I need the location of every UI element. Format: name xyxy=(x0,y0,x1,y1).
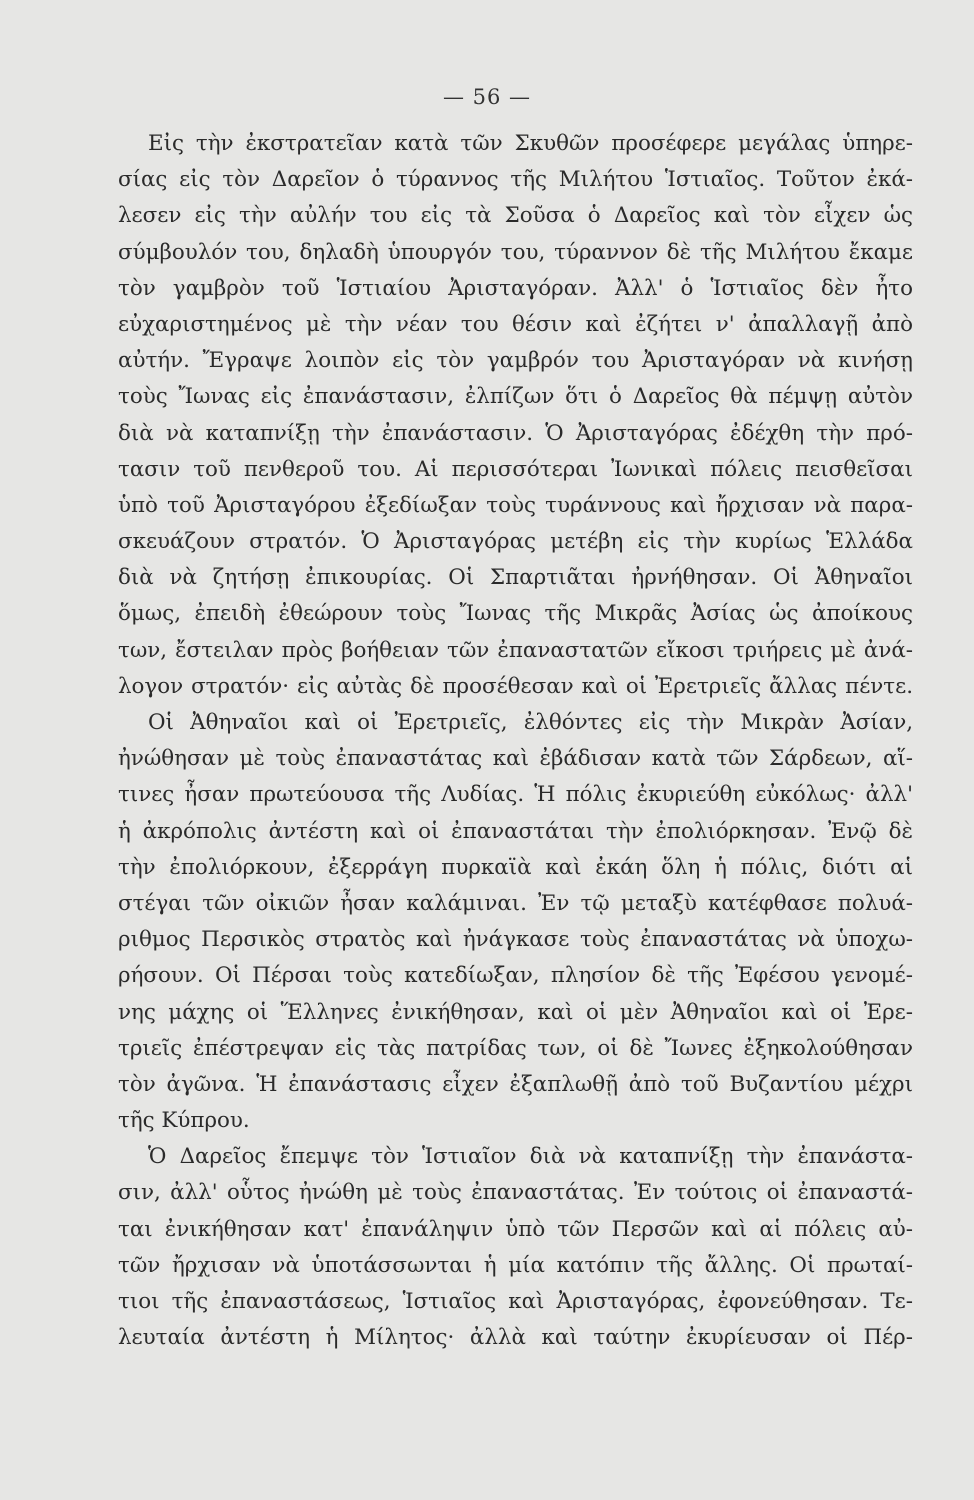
text-line: αὐτήν. Ἔγραψε λοιπὸν εἰς τὸν γαμβρόν του Ἀρισταγόραν νὰ κινήσῃ xyxy=(118,348,913,374)
body-text xyxy=(118,126,913,1356)
text-line: τὴν ἐπολιόρκουν, ἐξερράγη πυρκαϊὰ καὶ ἐκάη ὅλη ἡ πόλις, διότι αἱ xyxy=(118,854,913,880)
text-line: νης μάχης οἱ Ἕλληνες ἐνικήθησαν, καὶ οἱ μὲν Ἀθηναῖοι καὶ οἱ Ἐρε- xyxy=(118,999,913,1025)
text-line: λεσεν εἰς τὴν αὐλήν του εἰς τὰ Σοῦσα ὁ Δαρεῖος καὶ τὸν εἶχεν ὡς xyxy=(118,203,913,229)
text-line: λευταία ἀντέστη ἡ Μίλητος· ἀλλὰ καὶ ταύτην ἐκυρίευσαν οἱ Πέρ- xyxy=(118,1325,913,1351)
text-line: ἠνώθησαν μὲ τοὺς ἐπαναστάτας καὶ ἐβάδισαν κατὰ τῶν Σάρδεων, αἵ- xyxy=(118,746,913,772)
text-line: εὐχαριστημένος μὲ τὴν νέαν του θέσιν καὶ ἐζήτει ν' ἀπαλλαγῇ ἀπὸ xyxy=(118,311,913,337)
text-line: Οἱ Ἀθηναῖοι καὶ οἱ Ἐρετριεῖς, ἐλθόντες εἰς τὴν Μικρὰν Ἀσίαν, xyxy=(148,710,913,735)
text-line: ὅμως, ἐπειδὴ ἐθεώρουν τοὺς Ἴωνας τῆς Μικρᾶς Ἀσίας ὡς ἀποίκους xyxy=(118,601,913,627)
text-line: τιοι τῆς ἐπαναστάσεως, Ἱστιαῖος καὶ Ἀρισταγόρας, ἐφονεύθησαν. Τε- xyxy=(118,1289,913,1314)
text-line: ρήσουν. Οἱ Πέρσαι τοὺς κατεδίωξαν, πλησίον δὲ τῆς Ἐφέσου γενομέ- xyxy=(118,963,913,989)
text-line: σιν, ἀλλ' οὗτος ἠνώθη μὲ τοὺς ἐπαναστάτας. Ἐν τούτοις οἱ ἐπαναστά- xyxy=(118,1180,913,1206)
text-line: σύμβουλόν του, δηλαδὴ ὑπουργόν του, τύραννον δὲ τῆς Μιλήτου ἔκαμε xyxy=(118,239,913,265)
text-line: τὸν ἀγῶνα. Ἡ ἐπανάστασις εἶχεν ἐξαπλωθῇ ἀπὸ τοῦ Βυζαντίου μέχρι xyxy=(118,1071,913,1097)
text-line: Εἰς τὴν ἐκστρατεῖαν κατὰ τῶν Σκυθῶν προσέφερε μεγάλας ὑπηρε- xyxy=(148,131,913,156)
page-number: — 56 — xyxy=(442,85,532,109)
text-line: τὸν γαμβρὸν τοῦ Ἱστιαίου Ἀρισταγόραν. Ἀλλ' ὁ Ἱστιαῖος δὲν ἦτο xyxy=(118,275,913,301)
text-line: τῆς Κύπρου. xyxy=(118,1108,250,1134)
text-line: των, ἔστειλαν πρὸς βοήθειαν τῶν ἐπαναστατῶν εἴκοσι τριήρεις μὲ ἀνά- xyxy=(118,637,913,663)
text-line: τριεῖς ἐπέστρεψαν εἰς τὰς πατρίδας των, οἱ δὲ Ἴωνες ἐξηκολούθησαν xyxy=(118,1035,913,1061)
text-line: στέγαι τῶν οἰκιῶν ἦσαν καλάμιναι. Ἐν τῷ μεταξὺ κατέφθασε πολυά- xyxy=(118,890,913,916)
text-line: Ὁ Δαρεῖος ἔπεμψε τὸν Ἱστιαῖον διὰ νὰ καταπνίξῃ τὴν ἐπανάστα- xyxy=(148,1144,913,1170)
text-line: σίας εἰς τὸν Δαρεῖον ὁ τύραννος τῆς Μιλήτου Ἱστιαῖος. Τοῦτον ἐκά- xyxy=(118,167,913,193)
text-line: διὰ νὰ ζητήσῃ ἐπικουρίας. Οἱ Σπαρτιᾶται ἠρνήθησαν. Οἱ Ἀθηναῖοι xyxy=(118,565,913,591)
text-line: τῶν ἤρχισαν νὰ ὑποτάσσωνται ἡ μία κατόπιν τῆς ἄλλης. Οἱ πρωταί- xyxy=(118,1252,913,1278)
text-line: τασιν τοῦ πενθεροῦ του. Αἱ περισσότεραι Ἰωνικαὶ πόλεις πεισθεῖσαι xyxy=(118,456,913,482)
text-line: διὰ νὰ καταπνίξῃ τὴν ἐπανάστασιν. Ὁ Ἀρισταγόρας ἐδέχθη τὴν πρό- xyxy=(118,420,913,446)
text-line: ἡ ἀκρόπολις ἀντέστη καὶ οἱ ἐπαναστάται τὴν ἐπολιόρκησαν. Ἐνῷ δὲ xyxy=(118,818,913,844)
text-line: τινες ἦσαν πρωτεύουσα τῆς Λυδίας. Ἡ πόλις ἐκυριεύθη εὐκόλως· ἀλλ' xyxy=(118,782,913,808)
text-line: σκευάζουν στρατόν. Ὁ Ἀρισταγόρας μετέβη εἰς τὴν κυρίως Ἑλλάδα xyxy=(118,529,913,555)
text-line: τοὺς Ἴωνας εἰς ἐπανάστασιν, ἐλπίζων ὅτι ὁ Δαρεῖος θὰ πέμψῃ αὐτὸν xyxy=(118,384,913,410)
text-line: ὑπὸ τοῦ Ἀρισταγόρου ἐξεδίωξαν τοὺς τυράννους καὶ ἤρχισαν νὰ παρα- xyxy=(118,492,913,518)
text-line: ται ἐνικήθησαν κατ' ἐπανάληψιν ὑπὸ τῶν Περσῶν καὶ αἱ πόλεις αὐ- xyxy=(118,1216,913,1242)
text-line: ριθμος Περσικὸς στρατὸς καὶ ἠνάγκασε τοὺς ἐπαναστάτας νὰ ὑποχω- xyxy=(118,927,913,953)
text-line: λογον στρατόν· εἰς αὐτὰς δὲ προσέθεσαν καὶ οἱ Ἐρετριεῖς ἄλλας πέντε. xyxy=(118,673,913,699)
